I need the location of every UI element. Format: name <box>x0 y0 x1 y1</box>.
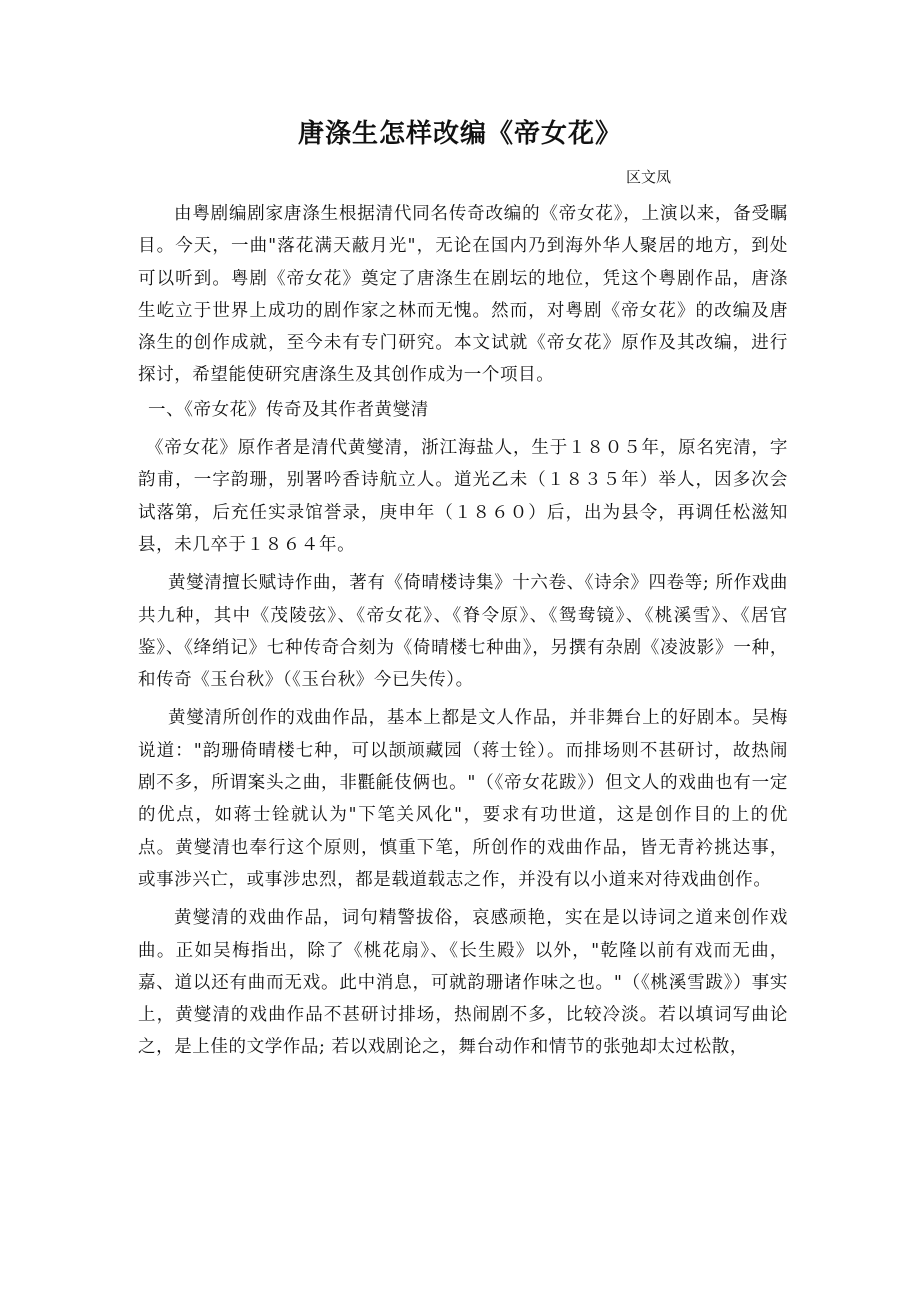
paragraph-literati-drama: 黄燮清所创作的戏曲作品，基本上都是文人作品，并非舞台上的好剧本。吴梅说道："韵珊倚晴楼七种，可以颉颃藏园（蒋士铨）。而排场则不甚研讨，故热闹剧不多，所谓案头之曲，非氍毹伎俩也。"（《帝女花跋》）但文人的戏曲也有一定的优点，如蒋士铨就认为"下笔关风化"，要求有功世道，这是创作目的上的优点。黄燮清也奉行这个原则，慎重下笔，所创作的戏曲作品，皆无青衿挑达事，或事涉兴亡，或事涉忠烈，都是载道载志之作，并没有以小道来对待戏曲创作。 <box>138 708 788 890</box>
document-title: 唐涤生怎样改编《帝女花》 <box>297 119 622 149</box>
paragraph-author-bio: 《帝女花》原作者是清代黄燮清，浙江海盐人，生于１８０５年，原名宪清，字韵甫，一字韵珊，别署吟香诗航立人。道光乙未（１８３５年）举人，因多次会试落第，后充任实录馆誉录，庚申年（１８６０）后，出为县令，再调任松滋知县，未几卒于１８６４年。 <box>138 438 788 555</box>
section-heading: 一、《帝女花》传奇及其作者黄燮清 <box>148 399 429 420</box>
paragraph-works: 黄燮清擅长赋诗作曲，著有《倚晴楼诗集》十六卷、《诗余》四卷等; 所作戏曲共九种，其中《茂陵弦》、《帝女花》、《脊令原》、《鸳鸯镜》、《桃溪雪》、《居官鉴》、《绛绡记》七种传奇合刻为《倚晴楼七种曲》，另撰有杂剧《凌波影》一种，和传奇《玉台秋》（《玉台秋》今已失传）。 <box>138 573 788 691</box>
document-body <box>138 198 788 1064</box>
paragraph-intro: 由粤剧编剧家唐涤生根据清代同名传奇改编的《帝女花》，上演以来，备受瞩目。今天，一曲"落花满天蔽月光"，无论在国内乃到海外华人聚居的地方，到处可以听到。粤剧《帝女花》奠定了唐涤生在剧坛的地位，凭这个粤剧作品，唐涤生屹立于世界上成功的剧作家之林而无愧。然而，对粤剧《帝女花》的改编及唐涤生的创作成就，至今未有专门研究。本文试就《帝女花》原作及其改编，进行探讨，希望能使研究唐涤生及其创作成为一个项目。 <box>138 204 788 386</box>
paragraph-style: 黄燮清的戏曲作品，词句精警拔俗，哀感顽艳，实在是以诗词之道来创作戏曲。正如吴梅指出，除了《桃花扇》、《长生殿》以外，"乾隆以前有戏而无曲，嘉、道以还有曲而无戏。此中消息，可就韵珊诸作味之也。"（《桃溪雪跋》）事实上，黄燮清的戏曲作品不甚研讨排场，热闹剧不多，比较冷淡。若以填词写曲论之，是上佳的文学作品; 若以戏剧论之，舞台动作和情节的张弛却太过松散， <box>138 908 788 1058</box>
author-name: 区文凤 <box>626 168 672 186</box>
